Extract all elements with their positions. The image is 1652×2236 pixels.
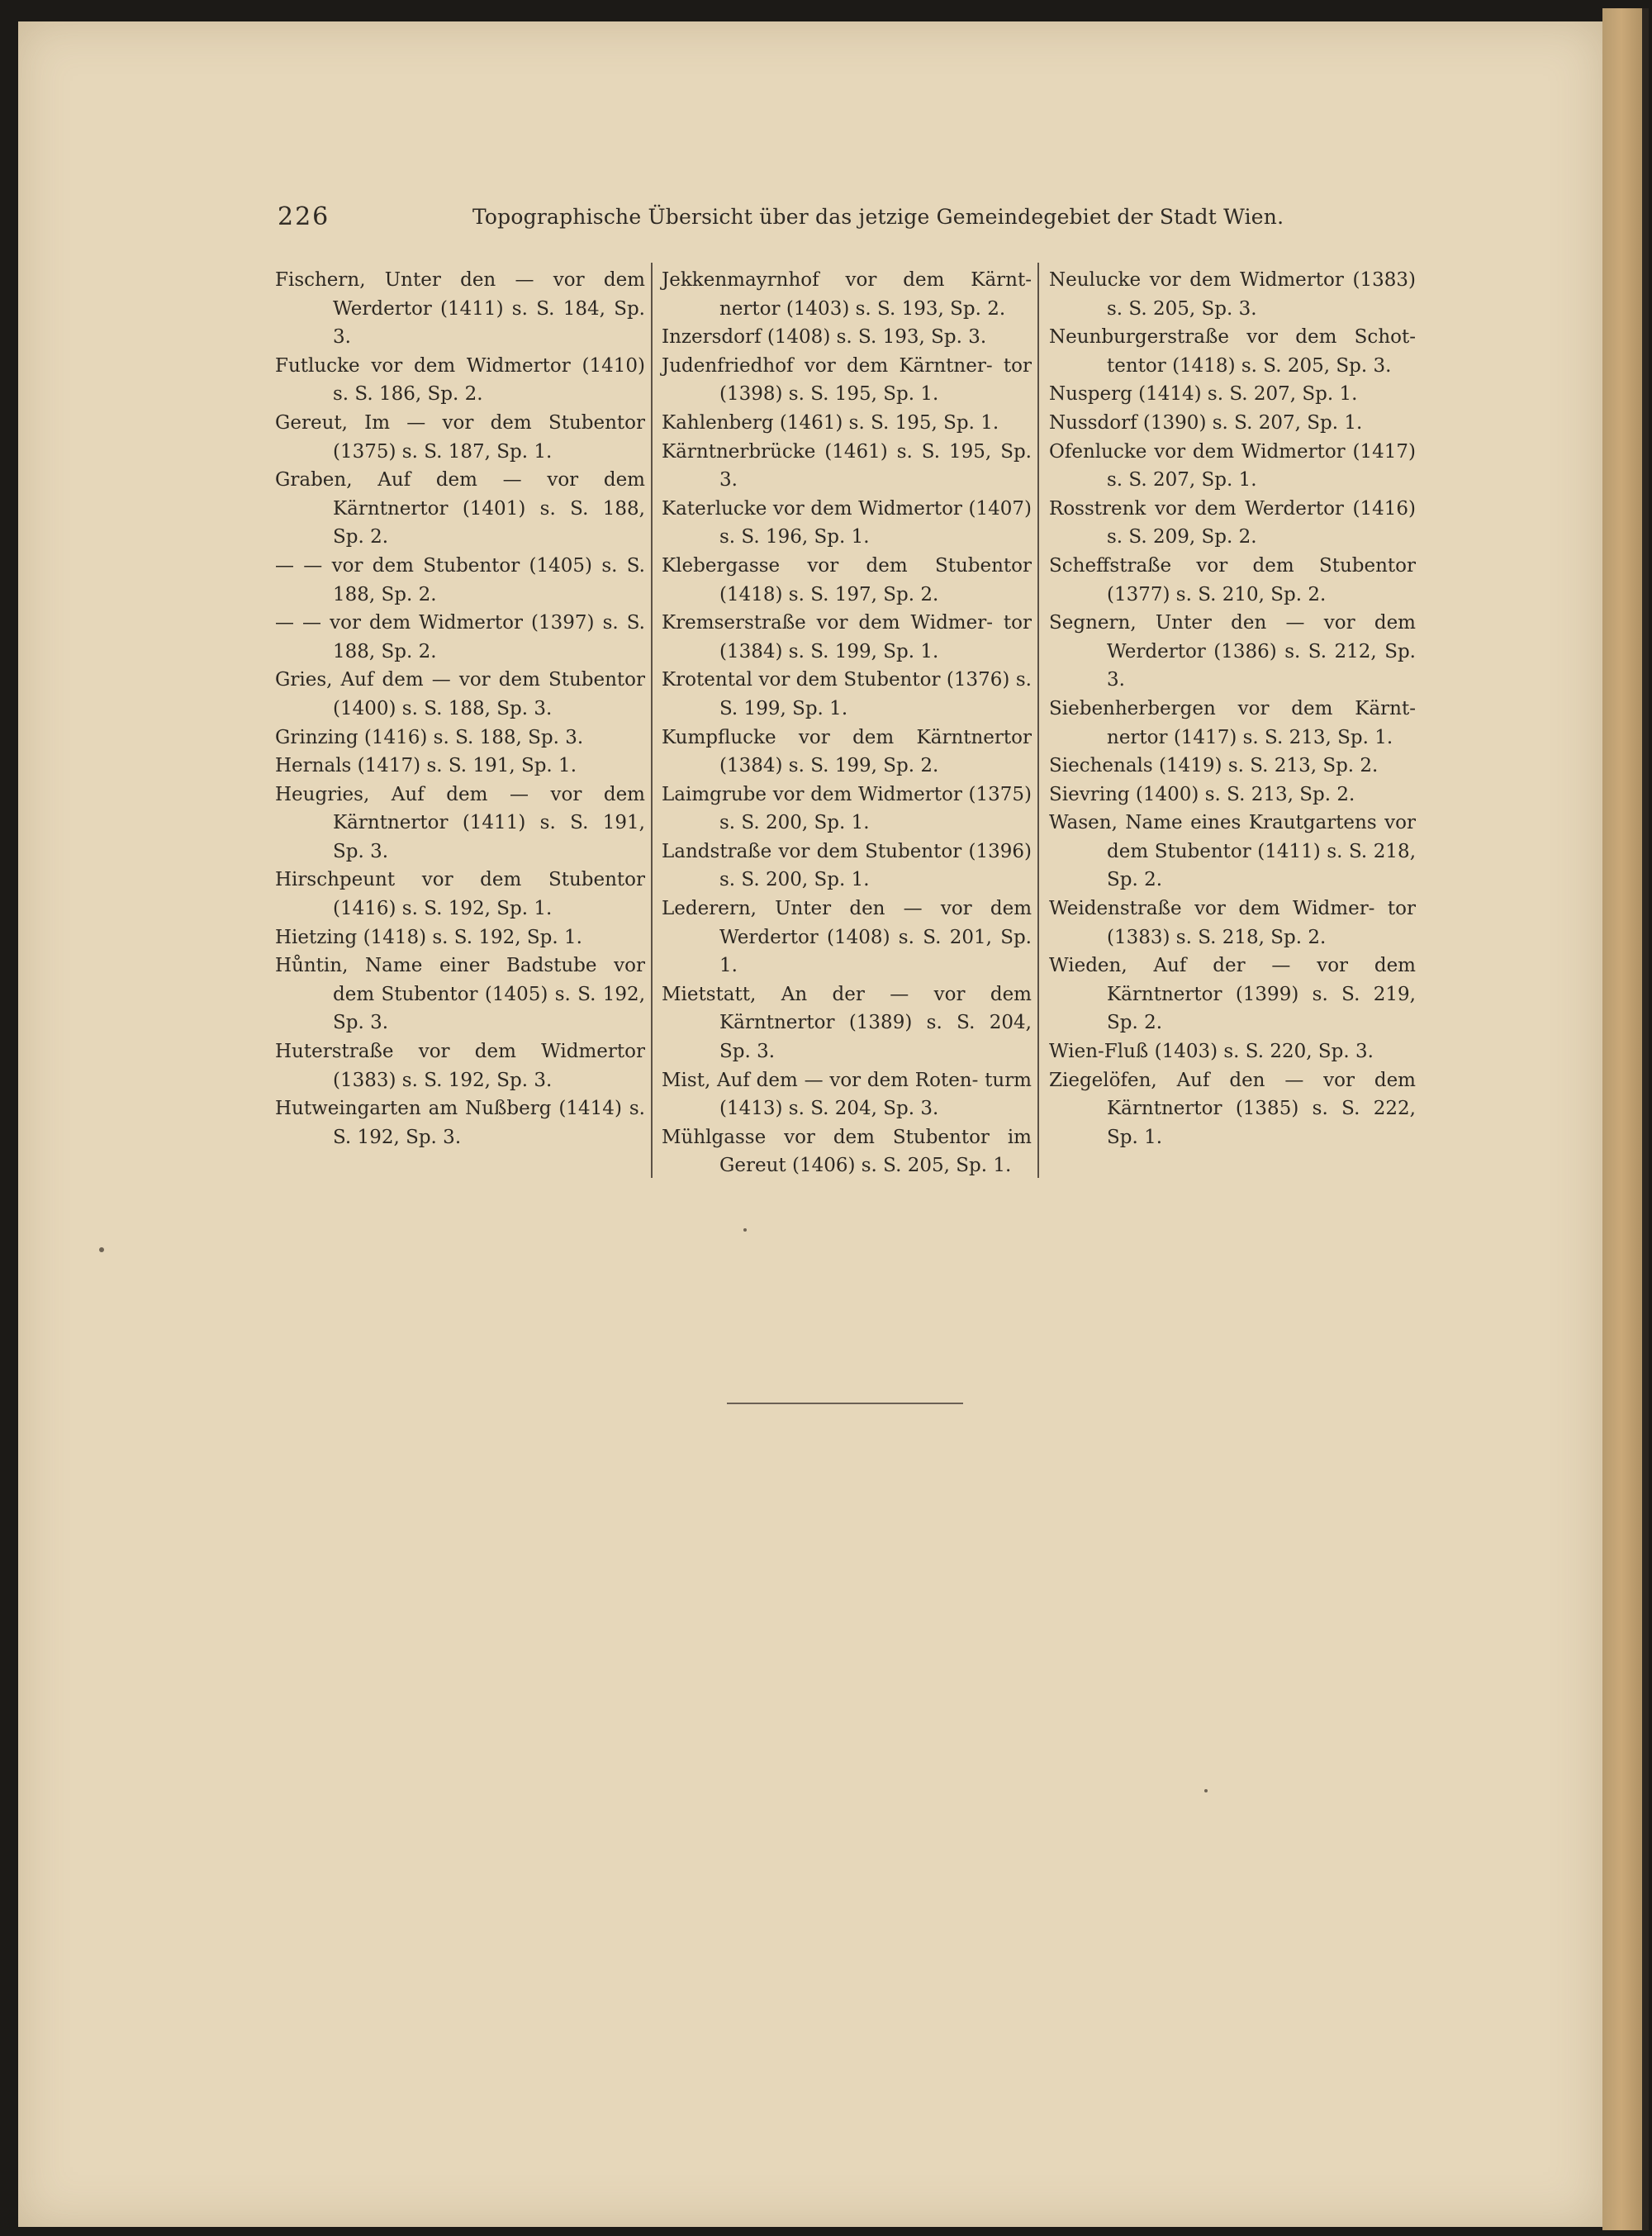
index-entry-text: Ziegelöfen, Auf den — vor dem Kärntnertor (1385) s. S. 222, Sp. 1. [1049, 1069, 1416, 1148]
page-edge [1602, 8, 1649, 2230]
index-entry [275, 266, 645, 352]
index-entry-text: Wasen, Name eines Krautgartens vor dem Stubentor (1411) s. S. 218, Sp. 2. [1049, 812, 1416, 891]
index-entry [662, 409, 1032, 438]
index-entry [1049, 609, 1416, 695]
index-entry-text: Hietzing (1418) s. S. 192, Sp. 1. [275, 926, 582, 948]
index-entry [1049, 409, 1416, 438]
index-column-3 [1049, 266, 1416, 1151]
index-entry [275, 609, 645, 666]
index-entry-text: Kahlenberg (1461) s. S. 195, Sp. 1. [662, 411, 999, 434]
index-entry [275, 409, 645, 466]
index-entry-text: Wieden, Auf der — vor dem Kärntnertor (1399) s. S. 219, Sp. 2. [1049, 955, 1416, 1034]
index-entry-text: Hůntin, Name einer Badstube vor dem Stubentor (1405) s. S. 192, Sp. 3. [275, 955, 645, 1034]
index-entry-text: Laimgrube vor dem Widmertor (1375) s. S. 200, Sp. 1. [662, 783, 1032, 834]
index-entry [275, 952, 645, 1037]
index-entry [1049, 1037, 1416, 1066]
index-entry [1049, 495, 1416, 552]
index-entry-text: Fischern, Unter den — vor dem Werdertor (1411) s. S. 184, Sp. 3. [275, 269, 645, 349]
running-head [278, 202, 1368, 235]
index-entry [275, 352, 645, 409]
index-entry-text: Hirschpeunt vor dem Stubentor (1416) s. S. 192, Sp. 1. [275, 869, 645, 920]
index-entry-text: Grinzing (1416) s. S. 188, Sp. 3. [275, 726, 584, 748]
index-entry [662, 552, 1032, 609]
paper-speck [743, 1228, 747, 1232]
index-entry-text: Katerlucke vor dem Widmertor (1407) s. S. 196, Sp. 1. [662, 497, 1032, 548]
index-entry-text: Ofenlucke vor dem Widmertor (1417) s. S. 207, Sp. 1. [1049, 440, 1416, 491]
index-entry [662, 980, 1032, 1066]
column-divider [651, 263, 653, 1178]
index-entry [662, 495, 1032, 552]
index-entry [662, 609, 1032, 666]
section-end-rule [727, 1403, 963, 1404]
page-number: 226 [278, 202, 330, 231]
index-entry-text: Landstraße vor dem Stubentor (1396) s. S. 200, Sp. 1. [662, 840, 1032, 891]
index-entry-text: Nusperg (1414) s. S. 207, Sp. 1. [1049, 383, 1358, 406]
index-entry-text: Sievring (1400) s. S. 213, Sp. 2. [1049, 783, 1355, 805]
index-entry-text: Wien-Fluß (1403) s. S. 220, Sp. 3. [1049, 1041, 1374, 1063]
index-entry-text: Neunburgerstraße vor dem Schot- tentor (1418) s. S. 205, Sp. 3. [1049, 326, 1416, 377]
index-entry-text: Rosstrenk vor dem Werdertor (1416) s. S. 209, Sp. 2. [1049, 497, 1416, 548]
index-entry-text: Scheffstraße vor dem Stubentor (1377) s. S. 210, Sp. 2. [1049, 554, 1416, 605]
index-entry-text: Hutweingarten am Nußberg (1414) s. S. 192, Sp. 3. [275, 1098, 645, 1148]
index-entry-text: Segnern, Unter den — vor dem Werdertor (1386) s. S. 212, Sp. 3. [1049, 612, 1416, 691]
index-entry [1049, 1066, 1416, 1152]
index-entry [1049, 781, 1416, 809]
index-entry [275, 923, 645, 952]
index-entry-text: Futlucke vor dem Widmertor (1410) s. S. 186, Sp. 2. [275, 354, 645, 406]
index-entry-text: Mist, Auf dem — vor dem Roten- turm (1413) s. S. 204, Sp. 3. [662, 1069, 1032, 1120]
index-entry [662, 1123, 1032, 1180]
index-entry-text: Gereut, Im — vor dem Stubentor (1375) s. S. 187, Sp. 1. [275, 411, 645, 463]
index-entry [1049, 438, 1416, 495]
paper-speck [1204, 1789, 1208, 1792]
index-entry-text: — — vor dem Widmertor (1397) s. S. 188, Sp. 2. [275, 612, 645, 662]
index-entry [662, 352, 1032, 409]
index-entry-text: Gries, Auf dem — vor dem Stubentor (1400) s. S. 188, Sp. 3. [275, 669, 645, 719]
index-entry-text: Nussdorf (1390) s. S. 207, Sp. 1. [1049, 411, 1363, 434]
index-entry [1049, 952, 1416, 1037]
index-entry [662, 895, 1032, 980]
column-divider [1037, 263, 1039, 1178]
index-entry-text: Mühlgasse vor dem Stubentor im Gereut (1406) s. S. 205, Sp. 1. [662, 1126, 1032, 1177]
index-entry-text: Huterstraße vor dem Widmertor (1383) s. S. 192, Sp. 3. [275, 1041, 645, 1091]
index-entry [1049, 809, 1416, 895]
index-entry-text: Kärntnerbrücke (1461) s. S. 195, Sp. 3. [662, 440, 1032, 491]
index-entry-text: Hernals (1417) s. S. 191, Sp. 1. [275, 755, 577, 777]
index-column-2 [662, 266, 1032, 1180]
index-entry [275, 1037, 645, 1094]
index-entry [275, 866, 645, 923]
index-entry [1049, 895, 1416, 952]
index-entry-text: Siechenals (1419) s. S. 213, Sp. 2. [1049, 755, 1379, 777]
index-entry [1049, 695, 1416, 752]
index-entry-text: Klebergasse vor dem Stubentor (1418) s. S. 197, Sp. 2. [662, 554, 1032, 605]
index-entry [662, 323, 1032, 352]
index-entry [662, 666, 1032, 723]
index-entry [275, 666, 645, 723]
paper-speck [99, 1247, 104, 1252]
index-entry [662, 781, 1032, 838]
index-entry [1049, 380, 1416, 409]
index-entry-text: Lederern, Unter den — vor dem Werdertor (1408) s. S. 201, Sp. 1. [662, 898, 1032, 977]
index-entry [275, 1094, 645, 1151]
index-entry-text: Siebenherbergen vor dem Kärnt- nertor (1417) s. S. 213, Sp. 1. [1049, 697, 1416, 748]
index-entry [662, 724, 1032, 781]
index-entry [662, 838, 1032, 895]
index-entry [1049, 752, 1416, 781]
index-entry [275, 466, 645, 552]
index-entry [1049, 323, 1416, 380]
index-entry-text: Neulucke vor dem Widmertor (1383) s. S. 205, Sp. 3. [1049, 269, 1416, 320]
index-entry-text: Jekkenmayrnhof vor dem Kärnt- nertor (1403) s. S. 193, Sp. 2. [662, 269, 1032, 320]
index-entry-text: Heugries, Auf dem — vor dem Kärntnertor (1411) s. S. 191, Sp. 3. [275, 783, 645, 862]
index-entry [275, 552, 645, 609]
index-column-1 [275, 266, 645, 1151]
index-entry-text: Judenfriedhof vor dem Kärntner- tor (1398) s. S. 195, Sp. 1. [662, 354, 1032, 406]
index-entry [275, 781, 645, 866]
index-entry-text: — — vor dem Stubentor (1405) s. S. 188, Sp. 2. [275, 554, 645, 605]
index-entry [1049, 552, 1416, 609]
index-entry-text: Mietstatt, An der — vor dem Kärntnertor (1389) s. S. 204, Sp. 3. [662, 983, 1032, 1063]
index-entry-text: Kumpflucke vor dem Kärntnertor (1384) s. S. 199, Sp. 2. [662, 726, 1032, 777]
index-entry-text: Krotental vor dem Stubentor (1376) s. S. 199, Sp. 1. [662, 669, 1032, 719]
index-entry-text: Kremserstraße vor dem Widmer- tor (1384) s. S. 199, Sp. 1. [662, 612, 1032, 662]
index-entry-text: Graben, Auf dem — vor dem Kärntnertor (1401) s. S. 188, Sp. 2. [275, 469, 645, 548]
index-entry [662, 1066, 1032, 1123]
page-title: Topographische Übersicht über das jetzige Gemeindegebiet der Stadt Wien. [472, 205, 1284, 229]
index-entry [662, 438, 1032, 495]
index-entry [275, 752, 645, 781]
index-entry [275, 724, 645, 752]
index-entry [1049, 266, 1416, 323]
index-entry-text: Inzersdorf (1408) s. S. 193, Sp. 3. [662, 326, 987, 349]
index-entry [662, 266, 1032, 323]
index-entry-text: Weidenstraße vor dem Widmer- tor (1383) s. S. 218, Sp. 2. [1049, 898, 1416, 948]
